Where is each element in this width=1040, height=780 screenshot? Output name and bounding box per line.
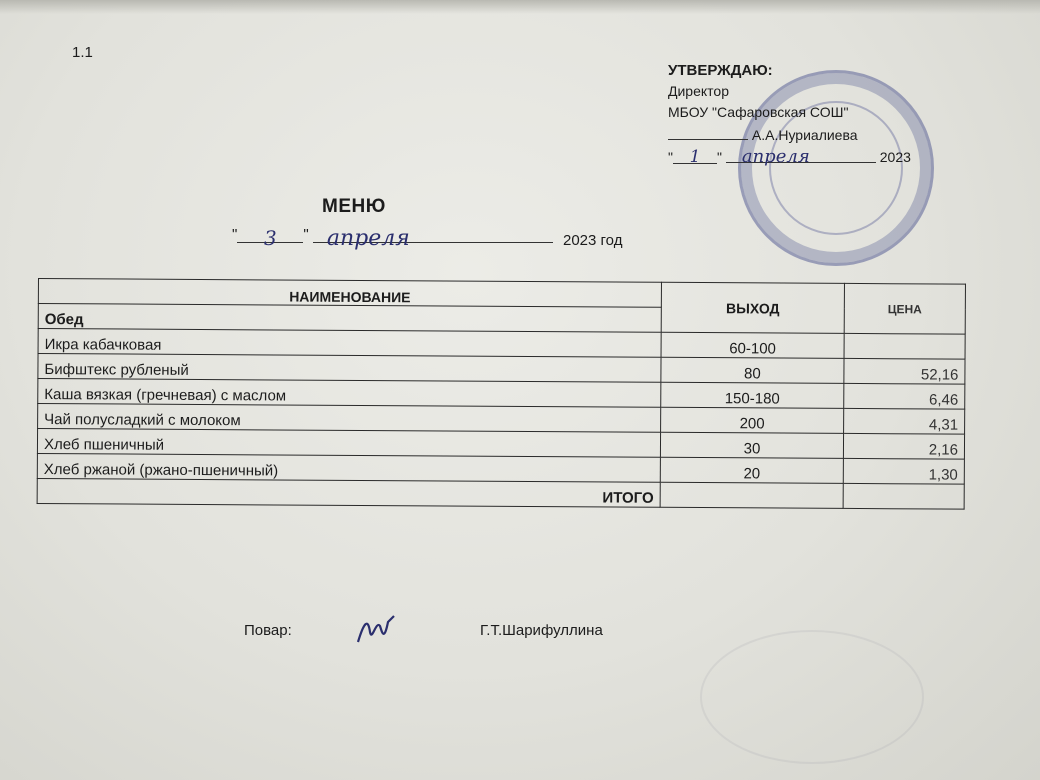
menu-month: апреля: [313, 226, 553, 243]
dish-price: 52,16: [844, 358, 965, 384]
dish-price: [844, 333, 965, 359]
menu-table: [37, 278, 966, 510]
approval-block: [668, 60, 911, 168]
dish-price: 6,46: [844, 383, 965, 409]
dish-price: 4,31: [844, 408, 965, 434]
signature-glyph: [354, 612, 398, 648]
approval-day: 1: [673, 147, 717, 164]
faint-stamp-bleedthrough: [700, 630, 924, 764]
dish-name: Хлеб пшеничный: [37, 429, 660, 458]
dish-name: Чай полусладкий с молоком: [38, 404, 661, 433]
header-price: ЦЕНА: [844, 283, 965, 334]
page-edge-shadow: [0, 0, 1040, 14]
dish-name: Хлеб ржаной (ржано-пшеничный): [37, 453, 660, 482]
menu-day: 3: [237, 226, 303, 243]
dish-output: 200: [661, 407, 844, 433]
dish-output: 30: [660, 432, 843, 458]
approval-month: апреля: [726, 146, 876, 163]
approval-signature-line: [668, 123, 911, 146]
page-number: 1.1: [72, 44, 93, 61]
approval-year: 2023: [879, 149, 911, 165]
total-output: [660, 482, 843, 508]
dish-name: Бифштекс рубленый: [38, 354, 661, 383]
section-label: Обед: [38, 304, 661, 333]
approval-heading: УТВЕРЖДАЮ:: [668, 62, 773, 79]
dish-name: Икра кабачковая: [38, 329, 661, 358]
cook-signature: [354, 612, 398, 655]
menu-title: МЕНЮ: [322, 196, 386, 217]
header-name: НАИМЕНОВАНИЕ: [38, 279, 661, 308]
approval-organization: МБОУ "Сафаровская СОШ": [668, 104, 849, 120]
dish-price: 2,16: [843, 433, 964, 459]
dish-output: 60-100: [661, 332, 844, 358]
header-output: ВЫХОД: [661, 282, 844, 333]
total-price: [843, 483, 964, 509]
total-row: [37, 478, 964, 509]
menu-date-line: " 3 " апреля 2023 год: [232, 226, 623, 251]
dish-output: 20: [660, 457, 843, 483]
director-initials: А.А.Нуриалиева: [751, 127, 858, 143]
signature-underline: [668, 123, 748, 140]
cook-signature-block: [244, 622, 603, 639]
dish-name: Каша вязкая (гречневая) с маслом: [38, 379, 661, 408]
total-label: ИТОГО: [37, 478, 660, 507]
approval-position: Директор: [668, 83, 729, 99]
dish-output: 80: [661, 357, 844, 383]
cook-label: Повар:: [244, 622, 292, 639]
dish-output: 150-180: [661, 382, 844, 408]
cook-name: Г.Т.Шарифуллина: [480, 622, 603, 639]
dish-price: 1,30: [843, 458, 964, 484]
approval-date-line: " 1 " апреля 2023: [668, 146, 911, 167]
menu-year: 2023 год: [563, 232, 623, 249]
